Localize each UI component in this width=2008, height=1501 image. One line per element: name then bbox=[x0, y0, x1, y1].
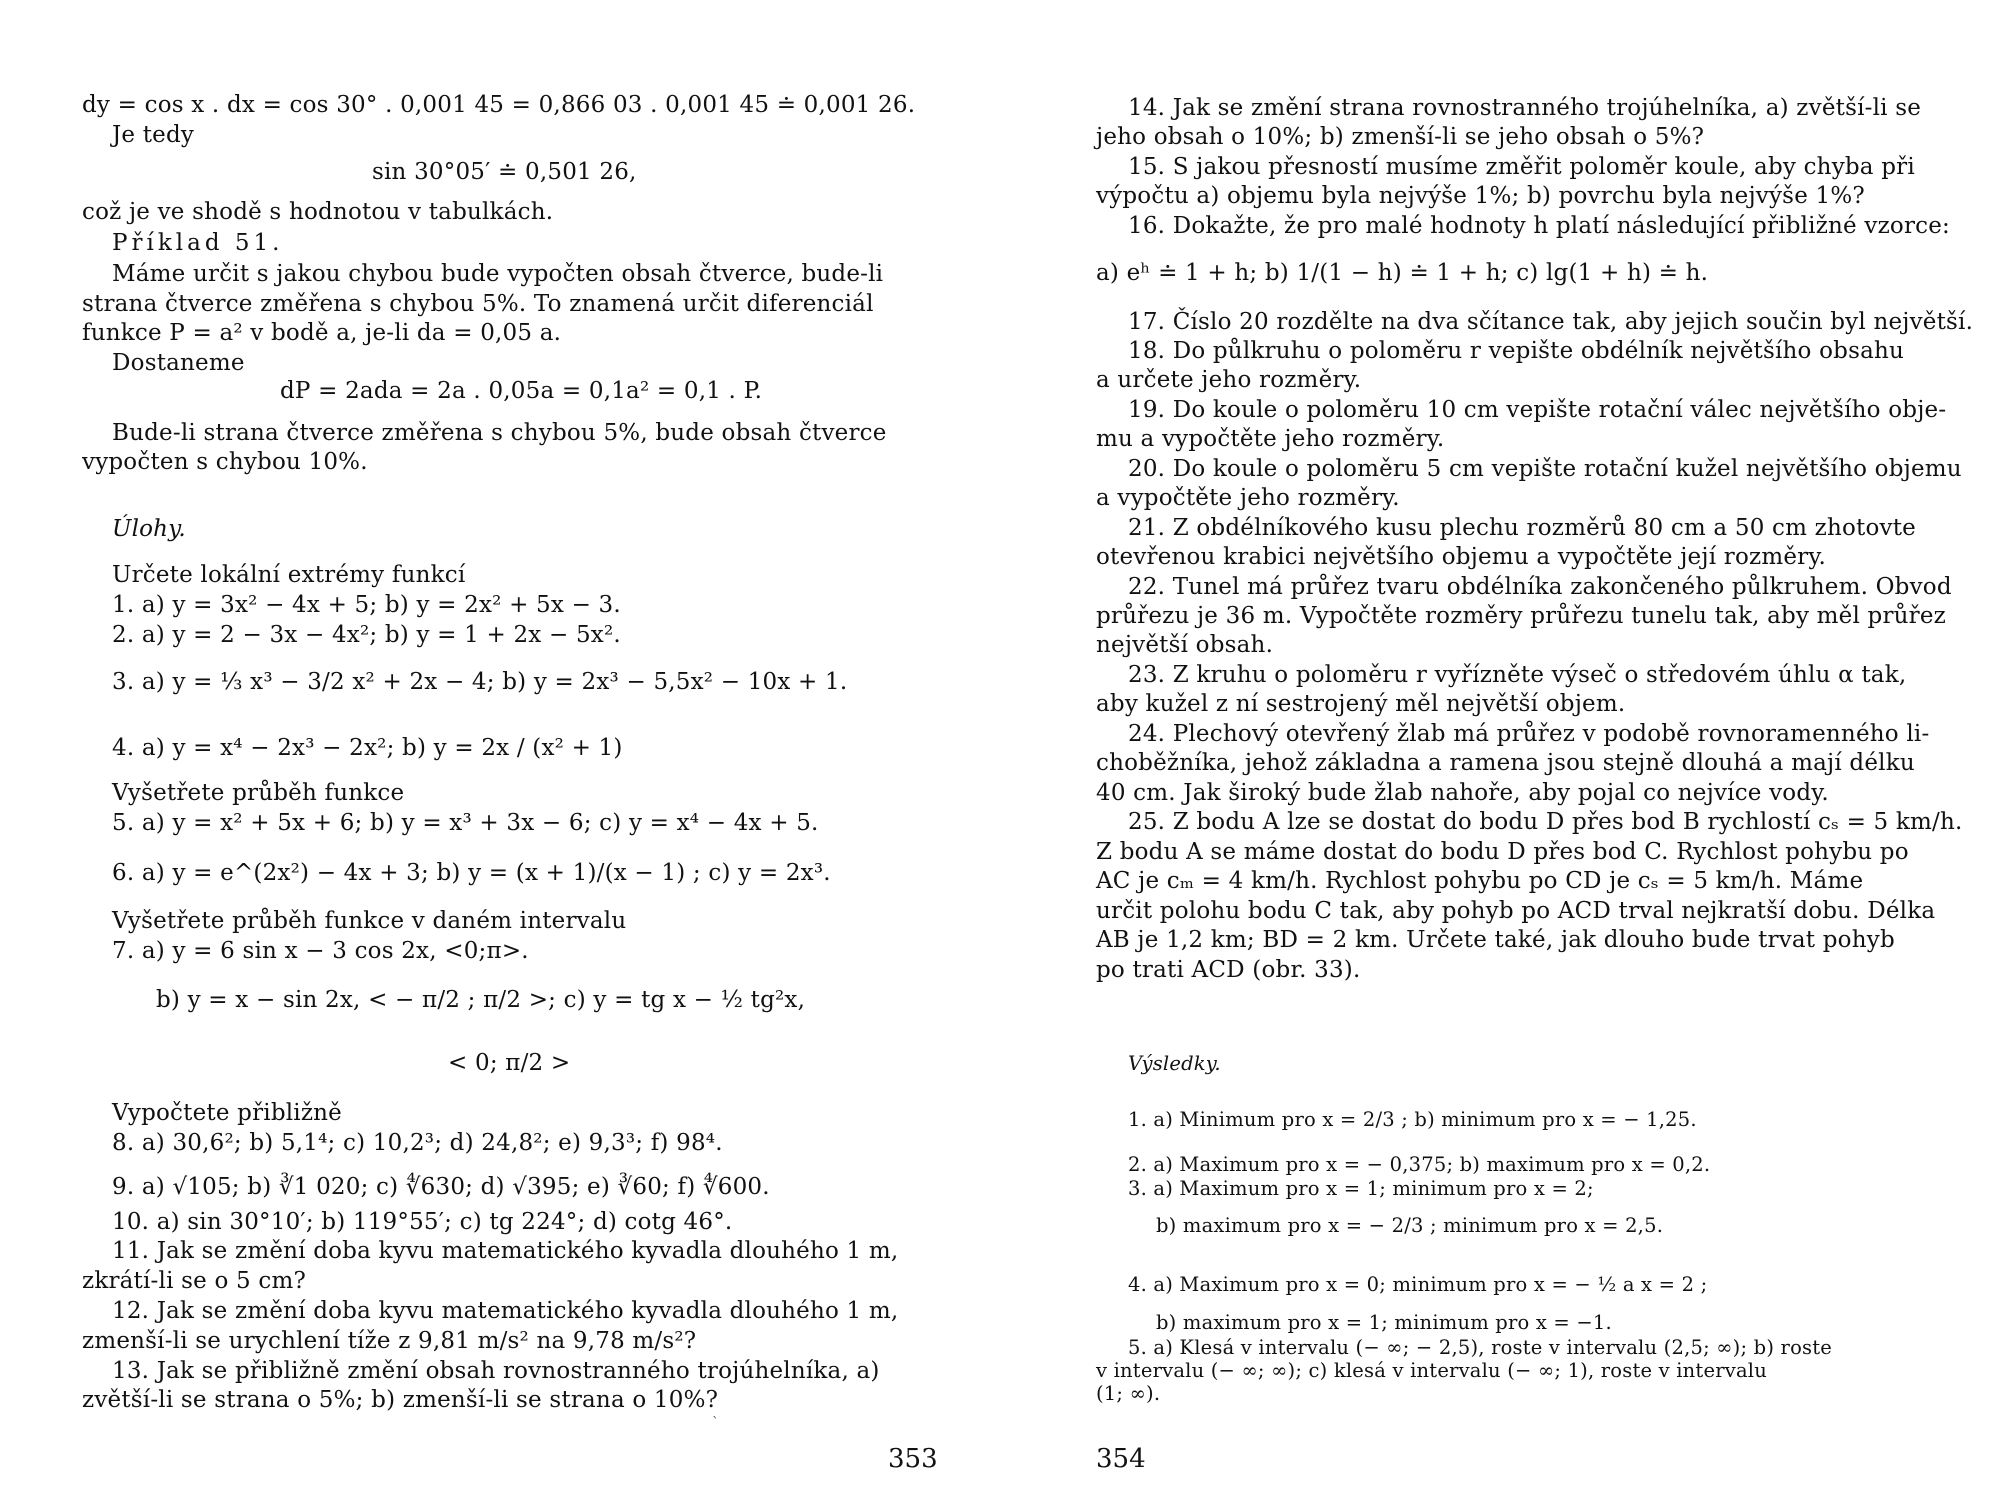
text-line: Vyšetřete průběh funkce v daném intervalu bbox=[112, 908, 627, 934]
exercise-line: Z bodu A se máme dostat do bodu D přes bod C. Rychlost pohybu po bbox=[1096, 839, 1909, 865]
exercise-line: zvětší-li se strana o 5%; b) zmenší-li se strana o 10%? bbox=[82, 1387, 719, 1413]
text-line: což je ve shodě s hodnotou v tabulkách. bbox=[82, 199, 554, 225]
exercise-line: 3. a) y = ⅓ x³ − 3/2 x² + 2x − 4; b) y = 2x³ − 5,5x² − 10x + 1. bbox=[112, 669, 848, 695]
exercise-line: největší obsah. bbox=[1096, 632, 1274, 658]
exercise-line: výpočtu a) objemu byla nejvýše 1%; b) povrchu byla nejvýše 1%? bbox=[1096, 183, 1865, 209]
exercise-line: 11. Jak se změní doba kyvu matematického kyvadla dlouhého 1 m, bbox=[112, 1238, 899, 1264]
page-number: 354 bbox=[1096, 1444, 1146, 1474]
exercise-line: a určete jeho rozměry. bbox=[1096, 367, 1362, 393]
exercise-line: choběžníka, jehož základna a ramena jsou stejně dlouhá a mají délku bbox=[1096, 750, 1915, 776]
exercise-line: b) y = x − sin 2x, < − π/2 ; π/2 >; c) y = tg x − ½ tg²x, bbox=[156, 987, 806, 1013]
exercise-line: 23. Z kruhu o poloměru r vyřízněte výseč o středovém úhlu α tak, bbox=[1128, 662, 1907, 688]
exercise-line: 5. a) y = x² + 5x + 6; b) y = x³ + 3x − 6; c) y = x⁴ − 4x + 5. bbox=[112, 810, 819, 836]
exercise-line: aby kužel z ní sestrojený měl největší objem. bbox=[1096, 691, 1626, 717]
display-equation: sin 30°05′ ≐ 0,501 26, bbox=[372, 159, 637, 185]
result-line: v intervalu (− ∞; ∞); c) klesá v intervalu (− ∞; 1), roste v intervalu bbox=[1096, 1359, 1767, 1382]
exercise-line: 15. S jakou přesností musíme změřit poloměr koule, aby chyba při bbox=[1128, 154, 1915, 180]
text-line: dy = cos x . dx = cos 30° . 0,001 45 = 0,866 03 . 0,001 45 ≐ 0,001 26. bbox=[82, 92, 916, 118]
right-page bbox=[1004, 0, 2008, 1501]
exercise-line: 25. Z bodu A lze se dostat do bodu D přes bod B rychlostí cₛ = 5 km/h. bbox=[1128, 809, 1963, 835]
exercise-line: AC je cₘ = 4 km/h. Rychlost pohybu po CD je cₛ = 5 km/h. Máme bbox=[1096, 868, 1864, 894]
exercise-line: po trati ACD (obr. 33). bbox=[1096, 957, 1361, 983]
exercise-line: AB je 1,2 km; BD = 2 km. Určete také, jak dlouho bude trvat pohyb bbox=[1096, 927, 1895, 953]
exercise-line: 6. a) y = e^(2x²) − 4x + 3; b) y = (x + 1)/(x − 1) ; c) y = 2x³. bbox=[112, 860, 831, 886]
exercise-line: 12. Jak se změní doba kyvu matematického kyvadla dlouhého 1 m, bbox=[112, 1298, 899, 1324]
text-line: Je tedy bbox=[112, 122, 195, 148]
exercise-line: 24. Plechový otevřený žlab má průřez v podobě rovnoramenného li- bbox=[1128, 721, 1930, 747]
example-heading: Příklad 51. bbox=[112, 230, 284, 256]
text-line: Dostaneme bbox=[112, 350, 245, 376]
exercise-line: 13. Jak se přibližně změní obsah rovnostranného trojúhelníka, a) bbox=[112, 1358, 880, 1384]
exercise-line: a vypočtěte jeho rozměry. bbox=[1096, 485, 1400, 511]
page-number: 353 bbox=[888, 1444, 938, 1474]
exercise-line: 4. a) y = x⁴ − 2x³ − 2x²; b) y = 2x / (x² + 1) bbox=[112, 735, 623, 761]
result-line: 1. a) Minimum pro x = 2/3 ; b) minimum pro x = − 1,25. bbox=[1128, 1108, 1697, 1131]
exercise-line: 22. Tunel má průřez tvaru obdélníka zakončeného půlkruhem. Obvod bbox=[1128, 574, 1952, 600]
exercise-line: 9. a) √105; b) ∛1 020; c) ∜630; d) √395; e) ∛60; f) ∜600. bbox=[112, 1174, 770, 1200]
exercise-line: 14. Jak se změní strana rovnostranného trojúhelníka, a) zvětší-li se bbox=[1128, 95, 1922, 121]
section-heading: Výsledky. bbox=[1128, 1052, 1221, 1075]
section-heading: Úlohy. bbox=[112, 516, 186, 542]
exercise-line: 8. a) 30,6²; b) 5,1⁴; c) 10,2³; d) 24,8²; e) 9,3³; f) 98⁴. bbox=[112, 1130, 723, 1156]
result-line: (1; ∞). bbox=[1096, 1382, 1161, 1405]
exercise-line: průřezu je 36 m. Vypočtěte rozměry průřezu tunelu tak, aby měl průřez bbox=[1096, 603, 1946, 629]
exercise-line: 7. a) y = 6 sin x − 3 cos 2x, <0;π>. bbox=[112, 938, 529, 964]
result-line: 2. a) Maximum pro x = − 0,375; b) maximum pro x = 0,2. bbox=[1128, 1153, 1711, 1176]
exercise-line: < 0; π/2 > bbox=[448, 1050, 571, 1076]
exercise-line: 19. Do koule o poloměru 10 cm vepište rotační válec největšího obje- bbox=[1128, 397, 1947, 423]
result-line: 4. a) Maximum pro x = 0; minimum pro x = − ½ a x = 2 ; bbox=[1128, 1273, 1708, 1296]
exercise-line: a) eʰ ≐ 1 + h; b) 1/(1 − h) ≐ 1 + h; c) lg(1 + h) ≐ h. bbox=[1096, 260, 1709, 286]
exercise-line: 18. Do půlkruhu o poloměru r vepište obdélník největšího obsahu bbox=[1128, 338, 1905, 364]
exercise-line: otevřenou krabici největšího objemu a vypočtěte její rozměry. bbox=[1096, 544, 1826, 570]
exercise-line: 21. Z obdélníkového kusu plechu rozměrů 80 cm a 50 cm zhotovte bbox=[1128, 515, 1916, 541]
exercise-line: 40 cm. Jak široký bude žlab nahoře, aby pojal co nejvíce vody. bbox=[1096, 780, 1829, 806]
exercise-line: 16. Dokažte, že pro malé hodnoty h platí následující přibližné vzorce: bbox=[1128, 213, 1950, 239]
text-line: Vypočtete přibližně bbox=[112, 1100, 342, 1126]
text-line: Máme určit s jakou chybou bude vypočten obsah čtverce, bude-li bbox=[112, 261, 884, 287]
exercise-line: 2. a) y = 2 − 3x − 4x²; b) y = 1 + 2x − 5x². bbox=[112, 622, 621, 648]
result-line: b) maximum pro x = 1; minimum pro x = −1. bbox=[1156, 1311, 1612, 1334]
exercise-line: 20. Do koule o poloměru 5 cm vepište rotační kužel největšího objemu bbox=[1128, 456, 1962, 482]
exercise-line: 17. Číslo 20 rozdělte na dva sčítance tak, aby jejich součin byl největší. bbox=[1128, 309, 1974, 335]
exercise-line: jeho obsah o 10%; b) zmenší-li se jeho obsah o 5%? bbox=[1096, 124, 1705, 150]
text-line: funkce P = a² v bodě a, je-li da = 0,05 a. bbox=[82, 320, 562, 346]
exercise-line: 1. a) y = 3x² − 4x + 5; b) y = 2x² + 5x − 3. bbox=[112, 592, 621, 618]
exercise-line: zmenší-li se urychlení tíže z 9,81 m/s² na 9,78 m/s²? bbox=[82, 1328, 697, 1354]
text-line: Vyšetřete průběh funkce bbox=[112, 780, 405, 806]
exercise-line: mu a vypočtěte jeho rozměry. bbox=[1096, 426, 1445, 452]
result-line: 3. a) Maximum pro x = 1; minimum pro x = 2; bbox=[1128, 1177, 1594, 1200]
text-line: strana čtverce změřena s chybou 5%. To znamená určit diferenciál bbox=[82, 291, 874, 317]
display-equation: dP = 2ada = 2a . 0,05a = 0,1a² = 0,1 . P. bbox=[280, 378, 763, 404]
exercise-line: určit polohu bodu C tak, aby pohyb po ACD trval nejkratší dobu. Délka bbox=[1096, 898, 1936, 924]
text-line: Určete lokální extrémy funkcí bbox=[112, 562, 466, 588]
exercise-line: 10. a) sin 30°10′; b) 119°55′; c) tg 224°; d) cotg 46°. bbox=[112, 1209, 733, 1235]
exercise-line: zkrátí-li se o 5 cm? bbox=[82, 1268, 307, 1294]
result-line: b) maximum pro x = − 2/3 ; minimum pro x = 2,5. bbox=[1156, 1214, 1664, 1237]
print-speck: ` bbox=[712, 1415, 719, 1431]
text-line: Bude-li strana čtverce změřena s chybou 5%, bude obsah čtverce bbox=[112, 420, 887, 446]
text-line: vypočten s chybou 10%. bbox=[82, 449, 368, 475]
result-line: 5. a) Klesá v intervalu (− ∞; − 2,5), roste v intervalu (2,5; ∞); b) roste bbox=[1128, 1336, 1832, 1359]
